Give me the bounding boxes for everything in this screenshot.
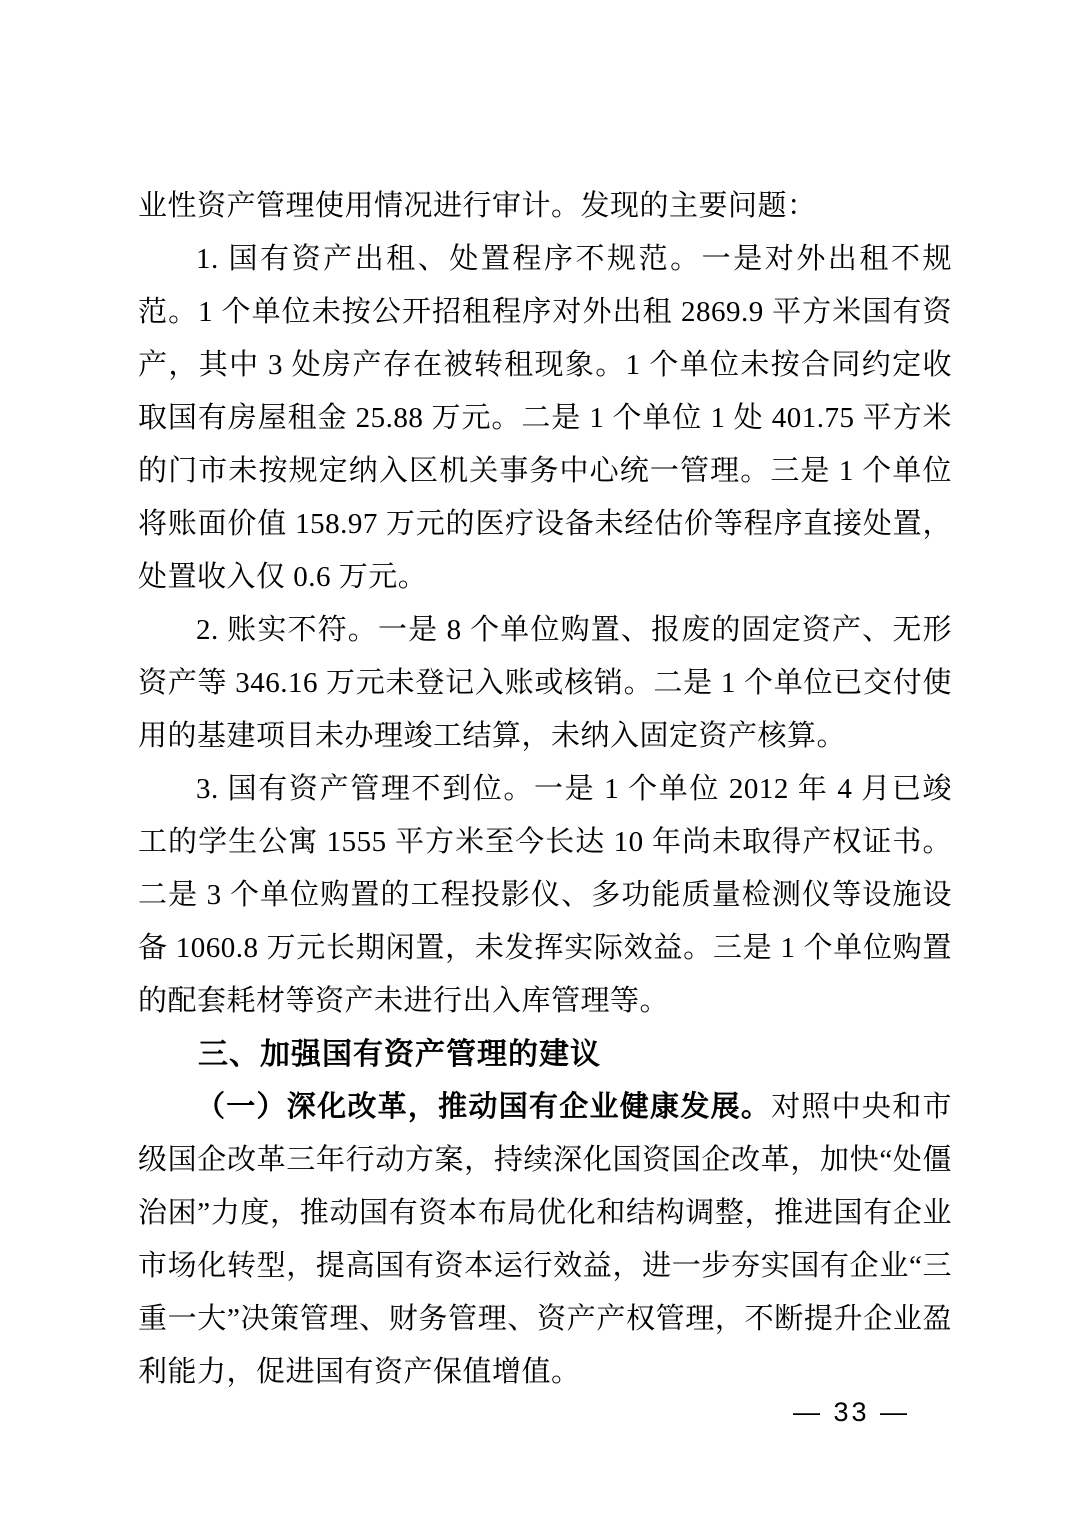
intro-paragraph: 业性资产管理使用情况进行审计。发现的主要问题： (138, 190, 817, 222)
document-body (138, 180, 952, 1399)
recommendation-body: 对照中央和市级国企改革三年行动方案，持续深化国资国企改革，加快“处僵治困”力度，推动国有资本布局优化和结构调整，推进国有企业市场化转型，提高国有资本运行效益，进一步夯实国有企业“三重一大”决策管理、财务管理、资产产权管理，不断提升企业盈利能力，促进国有资产保值增值。 (138, 1091, 952, 1388)
issue-paragraph-3: 3. 国有资产管理不到位。一是 1 个单位 2012 年 4 月已竣工的学生公寓 1555 平方米至今长达 10 年尚未取得产权证书。二是 3 个单位购置的工程投影仪、多功能质量检测仪等设施设备 1060.8 万元长期闲置，未发挥实际效益。三是 1 个单位购置的配套耗材等资产未进行出入库管理等。 (138, 773, 952, 1017)
issue-paragraph-2: 2. 账实不符。一是 8 个单位购置、报废的固定资产、无形资产等 346.16 万元未登记入账或核销。二是 1 个单位已交付使用的基建项目未办理竣工结算，未纳入固定资产核算。 (138, 614, 952, 752)
recommendation-lead: （一）深化改革，推动国有企业健康发展。 (196, 1091, 772, 1123)
section-heading: 三、加强国有资产管理的建议 (198, 1038, 601, 1071)
page-number: — 33 — (792, 1397, 910, 1427)
recommendation-paragraph (138, 1081, 952, 1399)
issue-paragraph-1: 1. 国有资产出租、处置程序不规范。一是对外出租不规范。1 个单位未按公开招租程序对外出租 2869.9 平方米国有资产，其中 3 处房产存在被转租现象。1 个单位未按合同约定收取国有房屋租金 25.88 万元。二是 1 个单位 1 处 401.75 平方米的门市未按规定纳入区机关事务中心统一管理。三是 1 个单位将账面价值 158.97 万元的医疗设备未经估价等程序直接处置，处置收入仅 0.6 万元。 (138, 243, 952, 593)
